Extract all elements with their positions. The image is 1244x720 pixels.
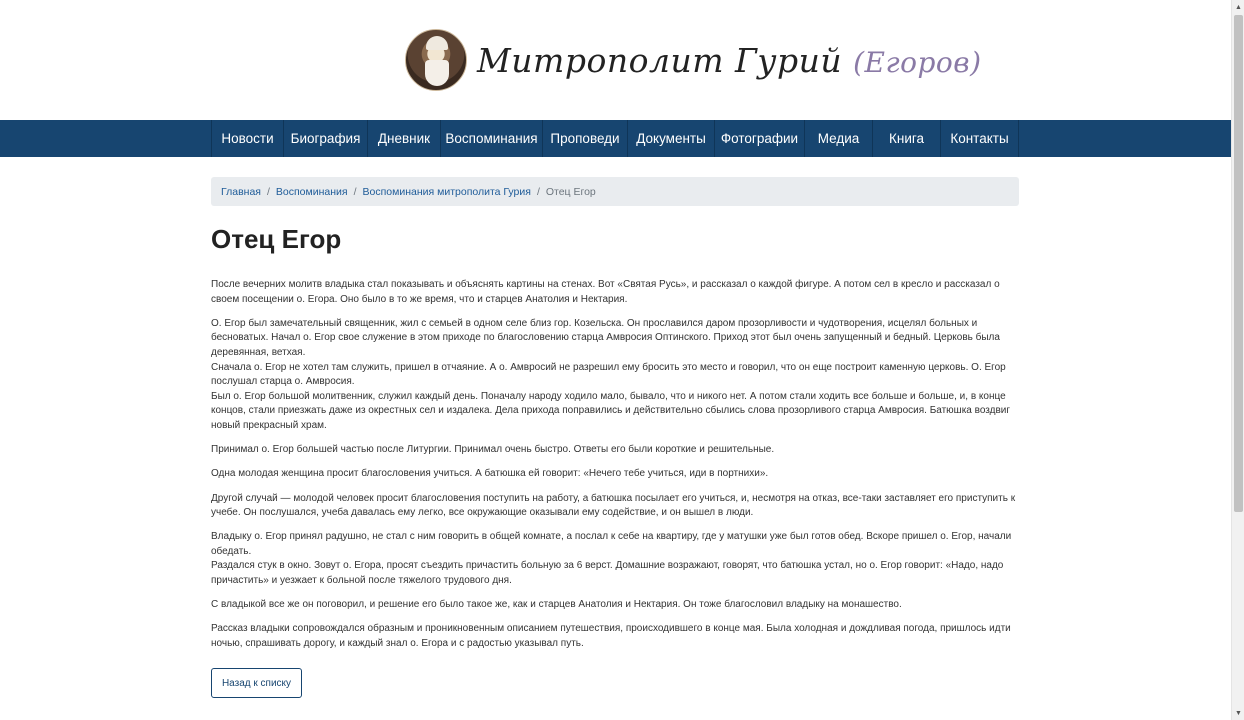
nav-item-contacts[interactable]: Контакты xyxy=(941,120,1019,157)
article-body xyxy=(211,278,1021,661)
site-header xyxy=(0,0,1231,120)
article-paragraph: Другой случай — молодой человек просит благословения поступить на работу, а батюшка посылает его учиться, и, несмотря на отказ, все-таки заставляет его приступить к учебе. Он послушался, учеба давалась ему легко, все окружающие оказывали ему содействие, и он вышел в люди. xyxy=(211,492,1016,519)
scroll-up-arrow-icon[interactable]: ▲ xyxy=(1235,3,1242,11)
scroll-thumb[interactable] xyxy=(1234,15,1243,512)
breadcrumb-memoirs[interactable]: Воспоминания xyxy=(275,185,348,198)
breadcrumb-guriy-memoirs[interactable]: Воспоминания митрополита Гурия xyxy=(362,185,531,198)
nav-item-news[interactable]: Новости xyxy=(212,120,284,157)
site-logo[interactable] xyxy=(405,28,982,92)
breadcrumb-home[interactable]: Главная xyxy=(221,185,261,198)
article-paragraph: О. Егор был замечательный священник, жил с семьей в одном селе близ гор. Козельска. Он прославился даром прозорливости и чудотворения, исцелял больных и бесноватых. Начал о. Егор свое служение в этом приходе по благословению старца Амвросия Оптинского. Приход этот был очень запущенный и бедный. Церковь была деревянная, ветхая. Сначала о. Егор не хотел там служить, пришел в отчаяние. А о. Амвросий не разрешил ему бросить это место и говорил, что он еще построит каменную церковь. О. Егор послушал старца о. Амвросия. Был о. Егор большой молитвенник, служил каждый день. Поначалу народу ходило мало, бывало, что и никого нет. А потом стали ходить все больше и больше, и, в конце концов, стали приезжать даже из окрестных сел и издалека. Дела прихода поправились и действительно сбылись слова прозорливого старца Амвросия. Батюшка воздвиг новый прекрасный храм. xyxy=(211,317,1011,431)
nav-item-biography[interactable]: Биография xyxy=(284,120,368,157)
article-paragraph: С владыкой все же он поговорил, и решение его было такое же, как и старцев Анатолия и Нектария. Он тоже благословил владыку на монашество. xyxy=(211,599,902,611)
logo-name: Митрополит Гурий xyxy=(477,40,843,80)
main-navbar xyxy=(0,120,1231,157)
article-paragraph: Одна молодая женщина просит благословения учиться. А батюшка ей говорит: «Нечего тебе учиться, иди в портнихи». xyxy=(211,468,769,480)
article-paragraph: Принимал о. Егор большей частью после Литургии. Принимал очень быстро. Ответы его были короткие и решительные. xyxy=(211,444,775,456)
nav-item-diary[interactable]: Дневник xyxy=(368,120,441,157)
nav-item-book[interactable]: Книга xyxy=(873,120,941,157)
nav-item-photos[interactable]: Фотографии xyxy=(715,120,805,157)
article-paragraph: Рассказ владыки сопровождался образным и проникновенным описанием путешествия, происходившего в конце мая. Была холодная и дождливая погода, пришлось идти ночью, спрашивать дорогу, и каждый знал о. Егора и с радостью указывал путь. xyxy=(211,623,1011,650)
nav-item-documents[interactable]: Документы xyxy=(628,120,715,157)
page-title: Отец Егор xyxy=(211,224,342,254)
nav-item-memoirs[interactable]: Воспоминания xyxy=(441,120,543,157)
logo-text xyxy=(477,41,982,80)
nav-item-media[interactable]: Медиа xyxy=(805,120,873,157)
logo-surname: (Егоров) xyxy=(853,45,982,79)
article-paragraph: После вечерних молитв владыка стал показывать и объяснять картины на стенах. Вот «Святая Русь», и рассказал о каждой фигуре. А потом сел в кресло и рассказал о своем посещении о. Егора. Оно было в то же время, что и старцев Анатолия и Нектария. xyxy=(211,279,1000,305)
page-scrollbar[interactable] xyxy=(1231,0,1244,720)
breadcrumb-separator: / xyxy=(353,185,357,198)
scroll-down-arrow-icon[interactable]: ▼ xyxy=(1235,709,1242,717)
article-paragraph: Владыку о. Егор принял радушно, не стал с ним говорить в общей комнате, а послал к себе на квартиру, где у матушки уже был готов обед. Вскоре пришел о. Егор, начали обедать. Раздался стук в окно. Зовут о. Егора, просят съездить причастить больную за 6 верст. Домашние возражают, говорят, что батюшка устал, но о. Егор говорит: «Надо, надо причастить» и уезжает к больной после тяжелого трудового дня. xyxy=(211,531,1012,587)
breadcrumb xyxy=(211,177,1019,206)
main-nav xyxy=(211,120,1019,157)
breadcrumb-current: Отец Егор xyxy=(545,185,596,198)
breadcrumb-separator: / xyxy=(266,185,270,198)
metropolitan-portrait-icon xyxy=(405,29,467,91)
breadcrumb-separator: / xyxy=(536,185,540,198)
back-to-list-button[interactable]: Назад к списку xyxy=(211,668,302,698)
nav-item-sermons[interactable]: Проповеди xyxy=(543,120,628,157)
